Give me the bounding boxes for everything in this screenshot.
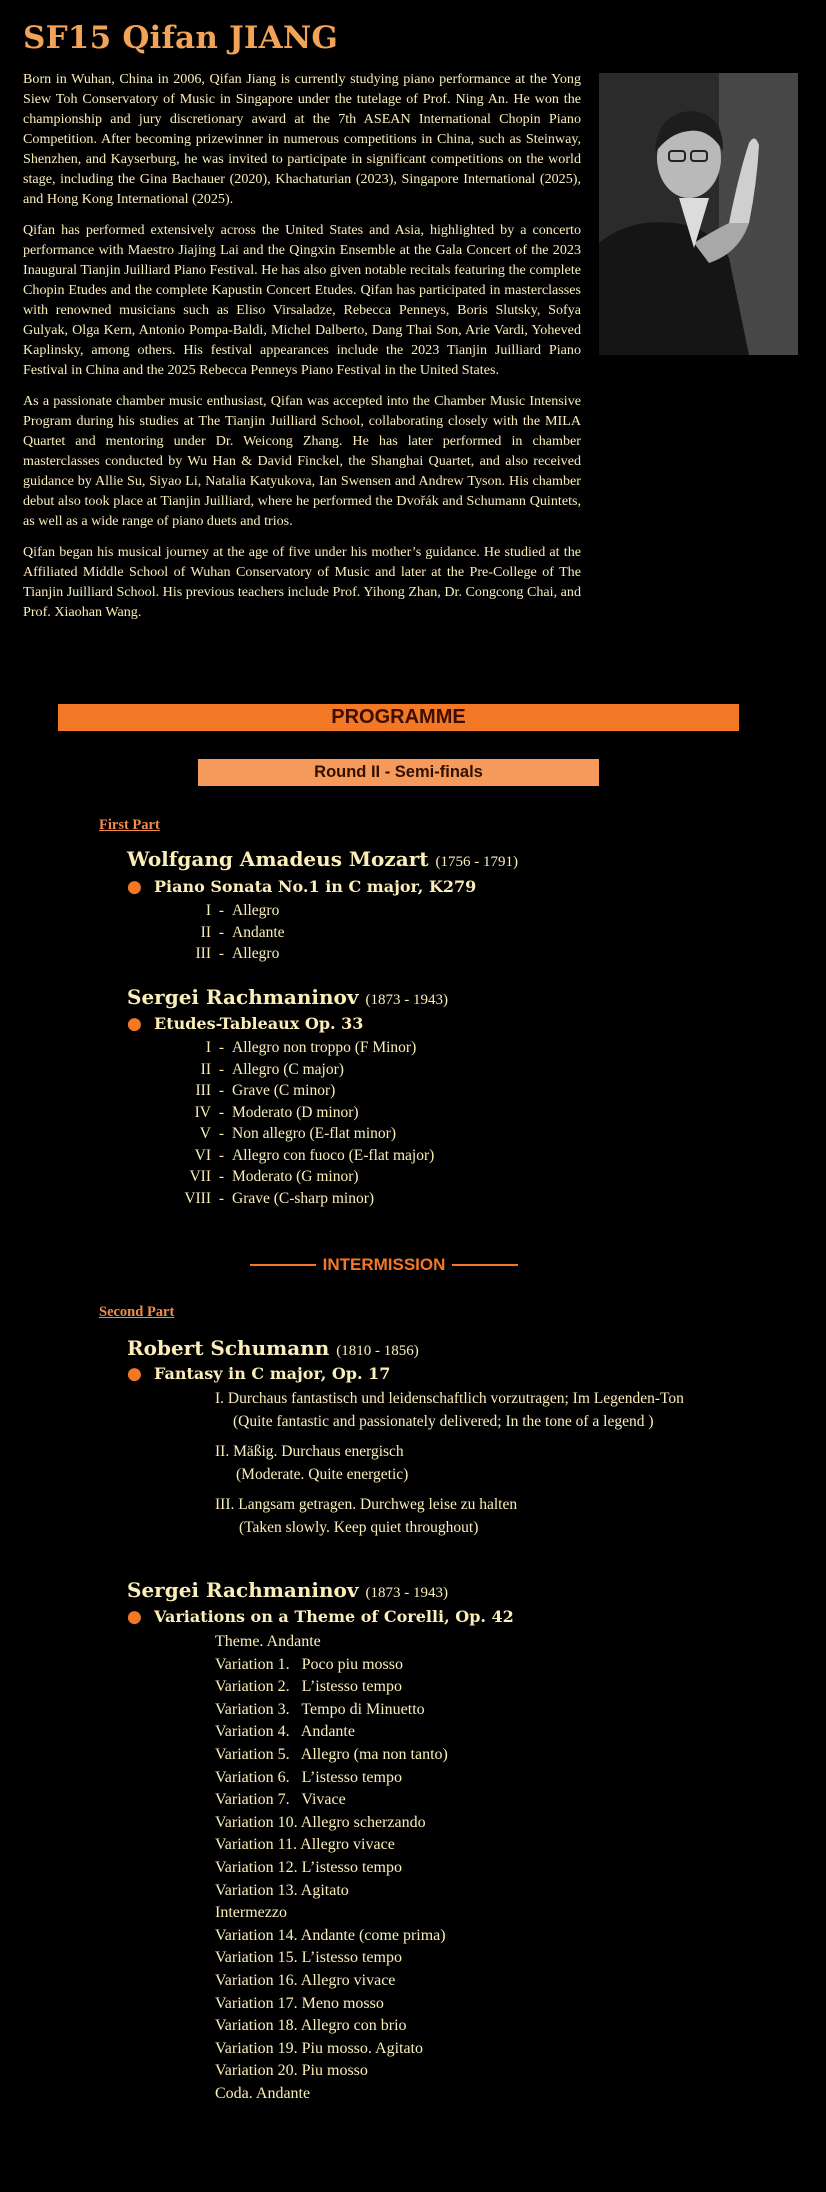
performer-photo bbox=[599, 73, 798, 355]
variation-item: Intermezzo bbox=[215, 1904, 287, 1922]
variation-item: Variation 7. Vivace bbox=[215, 1791, 346, 1809]
composer-name: Wolfgang Amadeus Mozart bbox=[127, 847, 429, 871]
bio-paragraph: As a passionate chamber music enthusiast, Qifan was accepted into the Chamber Music Intensive Program during his studies at The Tianjin Juilliard School, collaborating closely with the MILA Quartet and mentoring under Dr. Weicong Zhang. He has later performed in chamber masterclasses conducted by Wu Han & David Finckel, the Shanghai Quartet, and also received guidance by Allie Su, Siyao Li, Natalia Katyukova, Ian Swensen and Andrew Tyson. His chamber debut also took place at Tianjin Juilliard, where he performed the Dvořák and Schumann Quintets, as well as a wide range of piano duets and trios. bbox=[23, 393, 581, 529]
variation-item: Variation 15. L’istesso tempo bbox=[215, 1949, 402, 1967]
movement-title: Allegro (C major) bbox=[232, 1060, 344, 1078]
composer-name: Sergei Rachmaninov bbox=[127, 1578, 359, 1602]
movement-translation: (Taken slowly. Keep quiet throughout) bbox=[239, 1519, 479, 1536]
variation-item: Variation 12. L’istesso tempo bbox=[215, 1858, 402, 1876]
intermission-label: INTERMISSION bbox=[322, 1255, 446, 1274]
composer-name: Sergei Rachmaninov bbox=[127, 985, 359, 1009]
movement-title: Allegro bbox=[232, 945, 280, 962]
movement-translation: (Moderate. Quite energetic) bbox=[236, 1466, 409, 1483]
movement-list bbox=[178, 900, 285, 965]
movement-title: Allegro non troppo (F Minor) bbox=[232, 1039, 417, 1056]
work-mozart-sonata bbox=[127, 877, 476, 897]
composer-rachmaninov bbox=[127, 985, 448, 1009]
movement-number: IV bbox=[194, 1103, 211, 1121]
variation-item: Variation 5. Allegro (ma non tanto) bbox=[215, 1745, 448, 1763]
movement-number: I bbox=[205, 1039, 211, 1056]
variation-item: Theme. Andante bbox=[215, 1633, 321, 1650]
performer-photo-illustration bbox=[599, 73, 798, 355]
bio-paragraph: Qifan has performed extensively across the United States and Asia, highlighted by a concerto performance with Maestro Jiajing Lai and the Qingxin Ensemble at the Gala Concert of the 2023 Inaugural Tianjin Juilliard Piano Festival. He has also given notable recitals featuring the complete Chopin Etudes and the complete Kapustin Concert Etudes. Qifan has participated in masterclasses with renowned musicians such as Eliso Virsaladze, Rebecca Penneys, Boris Slutsky, Sofya Gulyak, Olga Kern, Antonio Pompa-Baldi, Michel Dalberto, Dang Thai Son, Arie Vardi, Yoheved Kaplinsky, among others. His festival appearances include the 2023 Tianjin Juilliard Piano Festival in China and the 2025 Rebecca Penneys Piano Festival in the United States. bbox=[23, 222, 581, 378]
movement-item: V - Non allegro (E-flat minor) bbox=[176, 1123, 434, 1145]
movement-item: VIII - Grave (C-sharp minor) bbox=[176, 1188, 434, 1210]
movement-title: Allegro bbox=[232, 902, 280, 919]
movement-item: III - Grave (C minor) bbox=[176, 1080, 434, 1102]
programme-banner: PROGRAMME bbox=[58, 704, 739, 731]
movement-item: IV - Moderato (D minor) bbox=[176, 1102, 434, 1124]
movement-title: II. Mäßig. Durchaus energisch bbox=[215, 1443, 404, 1460]
divider-line bbox=[452, 1264, 518, 1266]
bio-paragraph: Qifan began his musical journey at the age of five under his mother’s guidance. He studied at the Affiliated Middle School of Wuhan Conservatory of Music and later at the Pre-College of The Tianjin Juilliard School. His previous teachers include Prof. Yihong Zhan, Dr. Congcong Chai, and Prof. Xiaohan Wang. bbox=[23, 544, 581, 620]
work-corelli-variations bbox=[127, 1607, 514, 1627]
work-title: Piano Sonata No.1 in C major, K279 bbox=[154, 877, 477, 896]
round-heading: Round II - Semi-finals bbox=[198, 759, 599, 786]
variation-item: Variation 11. Allegro vivace bbox=[215, 1836, 395, 1854]
movement-number: VIII bbox=[184, 1189, 211, 1207]
variation-item: Variation 1. Poco piu mosso bbox=[215, 1655, 403, 1673]
movement-title: I. Durchaus fantastisch und leidenschaftlich vorzutragen; Im Legenden-Ton bbox=[215, 1390, 684, 1407]
variation-item: Variation 20. Piu mosso bbox=[215, 2062, 368, 2080]
movement-title: III. Langsam getragen. Durchweg leise zu halten bbox=[215, 1496, 518, 1513]
page-title: SF15 Qifan JIANG bbox=[23, 20, 339, 56]
variation-item: Variation 18. Allegro con brio bbox=[215, 2017, 407, 2035]
variation-item: Coda. Andante bbox=[215, 2084, 311, 2102]
movement-title: Non allegro (E-flat minor) bbox=[232, 1125, 396, 1142]
variation-item: Variation 10. Allegro scherzando bbox=[215, 1813, 426, 1831]
fantasy-movement bbox=[215, 1387, 684, 1433]
movement-item: II - Allegro (C major) bbox=[176, 1059, 434, 1081]
variation-item: Variation 16. Allegro vivace bbox=[215, 1971, 396, 1989]
movement-title: Grave (C minor) bbox=[232, 1082, 336, 1099]
work-title: Etudes-Tableaux Op. 33 bbox=[154, 1014, 364, 1033]
movement-item: I - Allegro bbox=[178, 900, 285, 922]
movement-item: II - Andante bbox=[178, 922, 285, 944]
variation-item: Variation 13. Agitato bbox=[215, 1881, 349, 1899]
variation-item: Variation 6. L’istesso tempo bbox=[215, 1768, 402, 1786]
movement-number: I bbox=[205, 902, 211, 919]
movement-number: II bbox=[200, 923, 211, 941]
movement-number: II bbox=[200, 1060, 211, 1078]
work-title: Fantasy in C major, Op. 17 bbox=[154, 1364, 391, 1383]
bullet-icon: ● bbox=[127, 1014, 142, 1034]
intermission-divider bbox=[250, 1253, 518, 1277]
movement-number: VI bbox=[194, 1146, 211, 1164]
composer-years: (1756 - 1791) bbox=[435, 854, 518, 870]
composer-name: Robert Schumann bbox=[127, 1336, 330, 1360]
variation-item: Variation 4. Andante bbox=[215, 1723, 355, 1741]
bullet-icon: ● bbox=[127, 1364, 142, 1384]
movement-item: VI - Allegro con fuoco (E-flat major) bbox=[176, 1145, 434, 1167]
biography bbox=[23, 69, 581, 633]
movement-title: Allegro con fuoco (E-flat major) bbox=[232, 1146, 435, 1164]
composer-years: (1873 - 1943) bbox=[365, 1585, 448, 1601]
composer-schumann bbox=[127, 1336, 419, 1360]
composer-years: (1873 - 1943) bbox=[365, 992, 448, 1008]
composer-years: (1810 - 1856) bbox=[336, 1343, 419, 1359]
movement-title: Moderato (D minor) bbox=[232, 1103, 359, 1121]
bullet-icon: ● bbox=[127, 1607, 142, 1627]
movement-translation: (Quite fantastic and passionately delivered; In the tone of a legend ) bbox=[233, 1413, 654, 1430]
movement-title: Moderato (G minor) bbox=[232, 1168, 359, 1185]
work-fantasy bbox=[127, 1364, 390, 1384]
movement-item: VII - Moderato (G minor) bbox=[176, 1166, 434, 1188]
movement-item: III - Allegro bbox=[178, 943, 285, 965]
divider-line bbox=[250, 1264, 316, 1266]
composer-rachmaninov bbox=[127, 1578, 448, 1602]
movement-title: Andante bbox=[232, 923, 285, 941]
movement-number: III bbox=[195, 945, 211, 962]
movement-number: III bbox=[195, 1082, 211, 1099]
first-part-heading: First Part bbox=[99, 817, 160, 833]
second-part-heading: Second Part bbox=[99, 1304, 175, 1320]
movement-list bbox=[176, 1037, 434, 1209]
variation-item: Variation 2. L’istesso tempo bbox=[215, 1678, 402, 1696]
movement-number: VII bbox=[189, 1168, 211, 1185]
fantasy-movement bbox=[215, 1493, 517, 1539]
movement-title: Grave (C-sharp minor) bbox=[232, 1189, 375, 1207]
work-etudes-tableaux bbox=[127, 1014, 363, 1034]
variation-item: Variation 14. Andante (come prima) bbox=[215, 1926, 446, 1944]
movement-number: V bbox=[199, 1125, 211, 1142]
bullet-icon: ● bbox=[127, 877, 142, 897]
bio-paragraph: Born in Wuhan, China in 2006, Qifan Jiang is currently studying piano performance at the Yong Siew Toh Conservatory of Music in Singapore under the tutelage of Prof. Ning An. He won the championship and jury discretionary award at the 7th ASEAN International Chopin Piano Competition. After becoming prizewinner in numerous competitions in China, such as Steinway, Shenzhen, and Kayserburg, he was invited to participate in significant competitions on the world stage, including the Gina Bachauer (2020), Khachaturian (2023), Singapore International (2025), and Hong Kong International (2025). bbox=[23, 71, 581, 207]
movement-item: I - Allegro non troppo (F Minor) bbox=[176, 1037, 434, 1059]
variation-item: Variation 3. Tempo di Minuetto bbox=[215, 1700, 425, 1718]
variation-list bbox=[215, 1631, 448, 2105]
composer-mozart bbox=[127, 847, 518, 871]
variation-item: Variation 17. Meno mosso bbox=[215, 1994, 384, 2012]
fantasy-movement bbox=[215, 1440, 408, 1486]
variation-item: Variation 19. Piu mosso. Agitato bbox=[215, 2039, 423, 2057]
work-title: Variations on a Theme of Corelli, Op. 42 bbox=[154, 1607, 514, 1626]
